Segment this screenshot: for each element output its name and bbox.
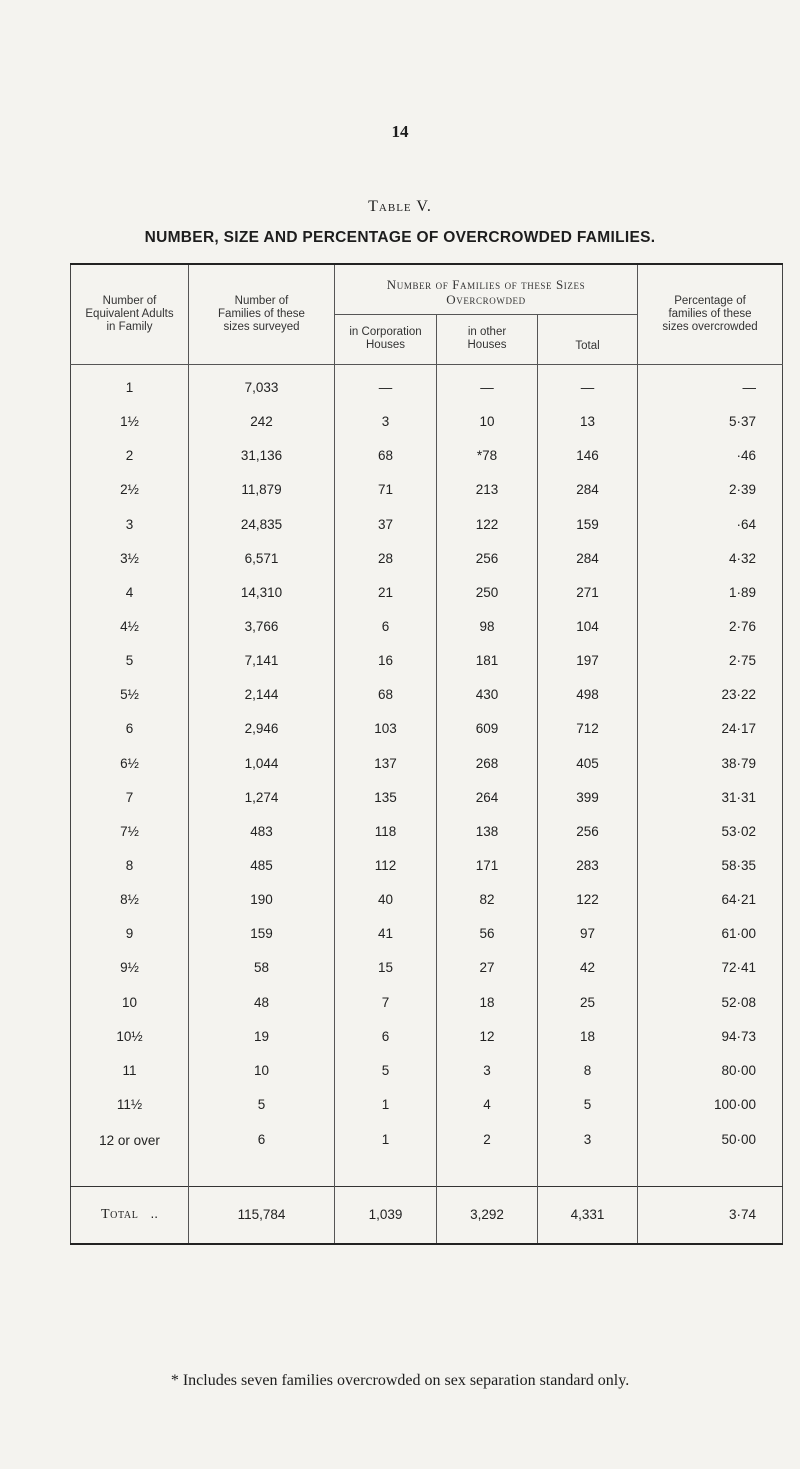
cell-total: 197: [538, 644, 638, 678]
cell-other: 250: [437, 575, 538, 609]
table-row: [71, 609, 783, 643]
cell-total: 284: [538, 541, 638, 575]
cell-corporation: 112: [335, 848, 437, 882]
cell-corporation: 28: [335, 541, 437, 575]
cell-corporation: 21: [335, 575, 437, 609]
cell-corporation: 137: [335, 746, 437, 780]
cell-corporation: 41: [335, 917, 437, 951]
cell-corporation: 15: [335, 951, 437, 985]
total-total: 4,331: [538, 1186, 638, 1244]
cell-surveyed: 3,766: [189, 609, 335, 643]
cell-other: —: [437, 364, 538, 405]
table-row: [71, 575, 783, 609]
table-row: [71, 780, 783, 814]
cell-adults: 4½: [120, 619, 139, 635]
total-leader-dots: ..: [150, 1206, 158, 1222]
cell-surveyed: 31,136: [189, 439, 335, 473]
cell-percentage: —: [638, 364, 783, 405]
cell-percentage: 24·17: [638, 712, 783, 746]
cell-percentage: 38·79: [638, 746, 783, 780]
table-row: [71, 1087, 783, 1121]
cell-other: 12: [437, 1019, 538, 1053]
cell-adults: 7: [125, 789, 134, 805]
cell-adults: 8: [125, 858, 134, 874]
cell-corporation: 3: [335, 405, 437, 439]
cell-percentage: ·46: [638, 439, 783, 473]
cell-adults: 10½: [116, 1028, 143, 1044]
table-row: [71, 644, 783, 678]
cell-other: 213: [437, 473, 538, 507]
cell-percentage: 94·73: [638, 1019, 783, 1053]
cell-percentage: 4·32: [638, 541, 783, 575]
cell-percentage: 53·02: [638, 814, 783, 848]
table-row: [71, 678, 783, 712]
cell-corporation: 37: [335, 507, 437, 541]
cell-total: 18: [538, 1019, 638, 1053]
cell-adults: 4: [125, 584, 134, 600]
table-row: [71, 473, 783, 507]
cell-corporation: 118: [335, 814, 437, 848]
cell-percentage: 23·22: [638, 678, 783, 712]
cell-surveyed: 242: [189, 405, 335, 439]
table-row: [71, 1122, 783, 1187]
cell-other: 18: [437, 985, 538, 1019]
cell-percentage: 72·41: [638, 951, 783, 985]
cell-adults: 9: [125, 926, 134, 942]
cell-percentage: 5·37: [638, 405, 783, 439]
cell-percentage: 58·35: [638, 848, 783, 882]
cell-corporation: —: [335, 364, 437, 405]
table-row: [71, 507, 783, 541]
header-corporation-houses: in Corporation Houses: [335, 314, 437, 364]
table-row: [71, 364, 783, 405]
cell-corporation: 5: [335, 1053, 437, 1087]
cell-total: 97: [538, 917, 638, 951]
cell-percentage: 1·89: [638, 575, 783, 609]
cell-other: 98: [437, 609, 538, 643]
table-row: [71, 439, 783, 473]
cell-surveyed: 483: [189, 814, 335, 848]
cell-other: 2: [437, 1122, 538, 1187]
cell-corporation: 68: [335, 439, 437, 473]
cell-percentage: 50·00: [638, 1122, 783, 1187]
cell-other: 268: [437, 746, 538, 780]
cell-corporation: 6: [335, 609, 437, 643]
cell-total: 498: [538, 678, 638, 712]
cell-corporation: 1: [335, 1087, 437, 1121]
cell-percentage: 2·75: [638, 644, 783, 678]
cell-adults: 12 or over: [99, 1132, 160, 1148]
cell-corporation: 6: [335, 1019, 437, 1053]
cell-surveyed: 5: [189, 1087, 335, 1121]
cell-adults: 1: [125, 380, 134, 396]
table-row: [71, 712, 783, 746]
cell-other: 3: [437, 1053, 538, 1087]
cell-adults: 5½: [120, 687, 139, 703]
cell-adults: 3½: [120, 550, 139, 566]
cell-total: 25: [538, 985, 638, 1019]
table-row: [71, 1053, 783, 1087]
cell-other: 138: [437, 814, 538, 848]
cell-total: 712: [538, 712, 638, 746]
cell-surveyed: 24,835: [189, 507, 335, 541]
cell-adults: 1½: [120, 414, 139, 430]
cell-total: 283: [538, 848, 638, 882]
cell-surveyed: 6,571: [189, 541, 335, 575]
table-row: [71, 917, 783, 951]
cell-percentage: 61·00: [638, 917, 783, 951]
cell-adults: 9½: [120, 960, 139, 976]
table-label: Table V.: [368, 198, 432, 215]
cell-adults: 6: [125, 721, 134, 737]
cell-surveyed: 14,310: [189, 575, 335, 609]
cell-total: 5: [538, 1087, 638, 1121]
header-overcrowded-group: Number of Families of these Sizes Overcrowded: [335, 264, 638, 314]
cell-surveyed: 7,141: [189, 644, 335, 678]
cell-total: 256: [538, 814, 638, 848]
cell-adults: 6½: [120, 755, 139, 771]
cell-other: 609: [437, 712, 538, 746]
cell-percentage: 52·08: [638, 985, 783, 1019]
cell-other: 27: [437, 951, 538, 985]
cell-total: 3: [538, 1122, 638, 1187]
cell-other: 430: [437, 678, 538, 712]
table-row: [71, 814, 783, 848]
cell-surveyed: 1,274: [189, 780, 335, 814]
cell-surveyed: 19: [189, 1019, 335, 1053]
cell-adults: 11: [122, 1062, 137, 1078]
cell-adults: 3: [125, 516, 134, 532]
cell-adults: 5: [125, 653, 134, 669]
cell-total: 146: [538, 439, 638, 473]
total-percentage: 3·74: [638, 1186, 783, 1244]
cell-total: 405: [538, 746, 638, 780]
cell-surveyed: 11,879: [189, 473, 335, 507]
cell-other: 122: [437, 507, 538, 541]
cell-surveyed: 485: [189, 848, 335, 882]
table-row: [71, 883, 783, 917]
cell-total: 284: [538, 473, 638, 507]
header-total: Total: [538, 314, 638, 364]
footnote: * Includes seven families overcrowded on sex separation standard only.: [170, 1372, 630, 1389]
cell-surveyed: 58: [189, 951, 335, 985]
overcrowding-table: [70, 263, 783, 1245]
cell-percentage: 2·39: [638, 473, 783, 507]
table-row: [71, 405, 783, 439]
cell-total: 399: [538, 780, 638, 814]
cell-total: 159: [538, 507, 638, 541]
cell-total: 8: [538, 1053, 638, 1087]
cell-other: 4: [437, 1087, 538, 1121]
cell-surveyed: 190: [189, 883, 335, 917]
total-label: Total: [101, 1207, 139, 1223]
total-row: [71, 1186, 783, 1244]
cell-surveyed: 2,946: [189, 712, 335, 746]
table-row: [71, 985, 783, 1019]
cell-total: 271: [538, 575, 638, 609]
cell-surveyed: 6: [189, 1122, 335, 1187]
cell-corporation: 71: [335, 473, 437, 507]
cell-percentage: ·64: [638, 507, 783, 541]
header-other-houses: in other Houses: [437, 314, 538, 364]
cell-surveyed: 48: [189, 985, 335, 1019]
cell-total: 42: [538, 951, 638, 985]
cell-corporation: 7: [335, 985, 437, 1019]
table-row: [71, 541, 783, 575]
cell-surveyed: 2,144: [189, 678, 335, 712]
table-header: [71, 264, 783, 364]
table-row: [71, 848, 783, 882]
cell-corporation: 16: [335, 644, 437, 678]
cell-other: *78: [437, 439, 538, 473]
total-surveyed: 115,784: [189, 1186, 335, 1244]
cell-total: 13: [538, 405, 638, 439]
header-families-surveyed: Number of Families of these sizes surveyed: [189, 264, 335, 364]
total-corporation: 1,039: [335, 1186, 437, 1244]
total-other: 3,292: [437, 1186, 538, 1244]
cell-adults: 2: [125, 448, 134, 464]
table-body: [71, 364, 783, 1244]
cell-corporation: 103: [335, 712, 437, 746]
header-percentage: Percentage of families of these sizes overcrowded: [638, 264, 783, 364]
cell-surveyed: 159: [189, 917, 335, 951]
cell-surveyed: 10: [189, 1053, 335, 1087]
cell-corporation: 68: [335, 678, 437, 712]
cell-total: 104: [538, 609, 638, 643]
cell-adults: 11½: [116, 1097, 143, 1113]
cell-percentage: 100·00: [638, 1087, 783, 1121]
cell-other: 10: [437, 405, 538, 439]
cell-percentage: 80·00: [638, 1053, 783, 1087]
cell-corporation: 1: [335, 1122, 437, 1187]
cell-surveyed: 7,033: [189, 364, 335, 405]
cell-other: 181: [437, 644, 538, 678]
table-row: [71, 746, 783, 780]
total-label-cell: [71, 1186, 189, 1244]
cell-other: 56: [437, 917, 538, 951]
cell-adults: 10: [121, 994, 138, 1010]
cell-other: 82: [437, 883, 538, 917]
header-equivalent-adults: Number of Equivalent Adults in Family: [71, 264, 189, 364]
cell-percentage: 31·31: [638, 780, 783, 814]
cell-other: 264: [437, 780, 538, 814]
cell-total: —: [538, 364, 638, 405]
cell-corporation: 135: [335, 780, 437, 814]
cell-surveyed: 1,044: [189, 746, 335, 780]
cell-percentage: 64·21: [638, 883, 783, 917]
cell-adults: 8½: [120, 892, 139, 908]
cell-adults: 2½: [120, 482, 139, 498]
table-title: NUMBER, SIZE AND PERCENTAGE OF OVERCROWDED FAMILIES.: [144, 229, 656, 246]
cell-other: 171: [437, 848, 538, 882]
table-row: [71, 1019, 783, 1053]
cell-total: 122: [538, 883, 638, 917]
cell-adults: 7½: [120, 823, 139, 839]
cell-other: 256: [437, 541, 538, 575]
page-number: 14: [391, 122, 409, 141]
table-row: [71, 951, 783, 985]
cell-percentage: 2·76: [638, 609, 783, 643]
cell-corporation: 40: [335, 883, 437, 917]
